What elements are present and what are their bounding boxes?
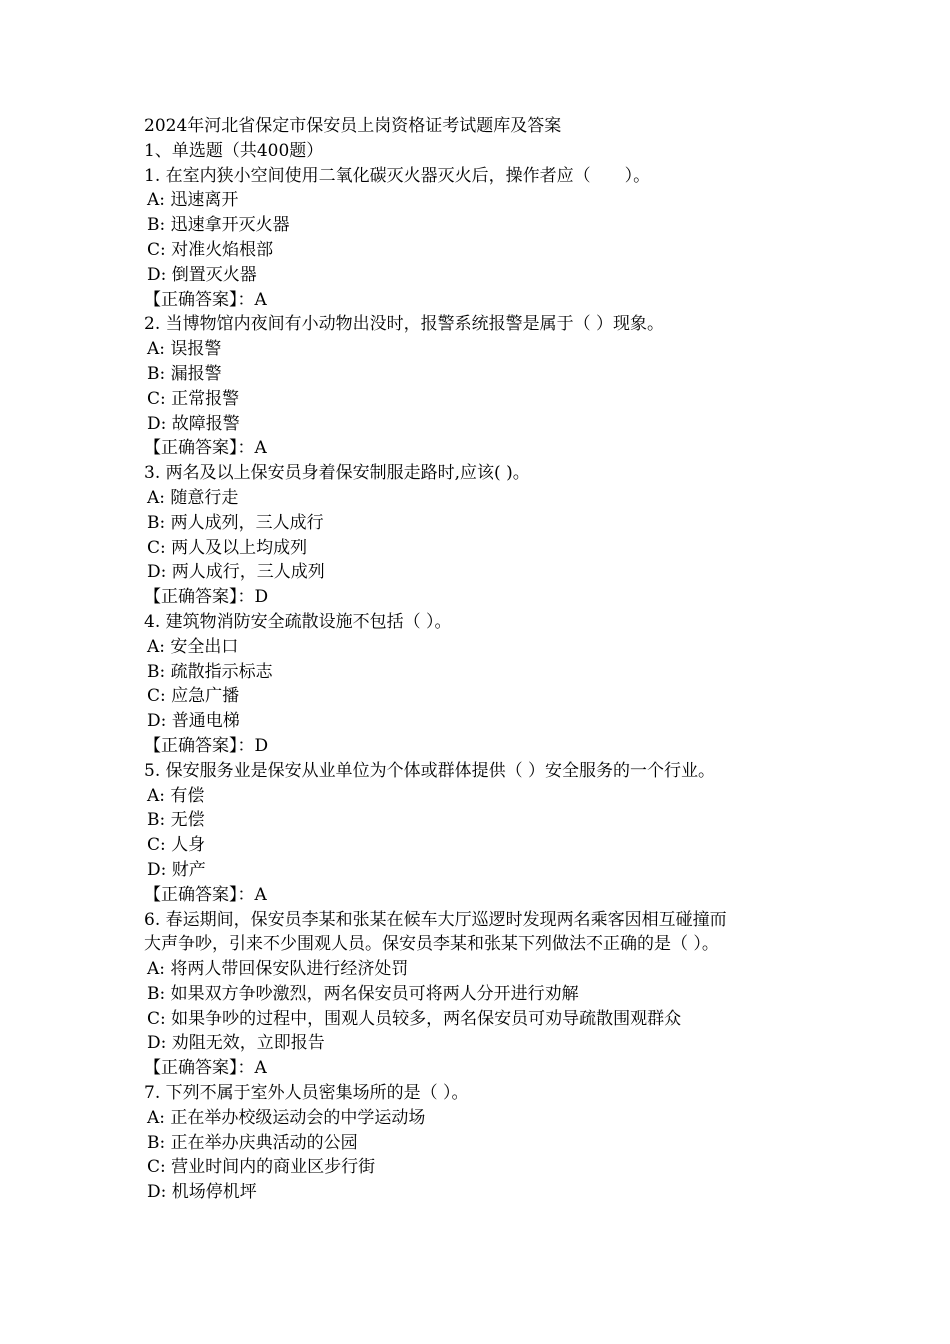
option-a: A: 迅速离开 [147,190,239,211]
option-b: B: 两人成列，三人成行 [147,512,324,533]
option-d: D: 劝阻无效，立即报告 [147,1033,325,1054]
correct-answer: 【正确答案】：D [144,587,269,608]
option-c: C: 对准火焰根部 [147,239,274,260]
option-d: D: 财产 [147,859,206,880]
option-c: C: 两人及以上均成列 [147,537,308,558]
option-a: A: 有偿 [147,785,205,806]
option-a: A: 误报警 [147,339,222,360]
option-b: B: 疏散指示标志 [147,661,273,682]
section-heading: 1、单选题（共400题） [144,140,324,161]
option-d: D: 机场停机坪 [147,1182,257,1203]
option-a: A: 正在举办校级运动会的中学运动场 [147,1107,426,1128]
option-c: C: 应急广播 [147,686,240,707]
question-text: 4. 建筑物消防安全疏散设施不包括（ ）。 [144,611,452,632]
question-block [144,461,824,610]
option-c: C: 营业时间内的商业区步行街 [147,1157,376,1178]
document-title: 2024年河北省保定市保安员上岗资格证考试题库及答案 [144,116,562,136]
option-d: D: 普通电梯 [147,711,240,732]
option-c: C: 人身 [147,835,206,856]
correct-answer: 【正确答案】：A [144,289,267,310]
option-a: A: 将两人带回保安队进行经济处罚 [147,959,409,980]
option-b: B: 正在举办庆典活动的公园 [147,1132,358,1153]
question-text: 7. 下列不属于室外人员密集场所的是（ ）。 [144,1083,469,1104]
question-block [144,908,824,1082]
question-text: 2. 当博物馆内夜间有小动物出没时，报警系统报警是属于（ ）现象。 [144,314,665,335]
question-block [144,164,824,313]
option-c: C: 如果争吵的过程中，围观人员较多，两名保安员可劝导疏散围观群众 [147,1008,682,1029]
correct-answer: 【正确答案】：A [144,438,267,459]
option-b: B: 迅速拿开灭火器 [147,215,290,236]
option-a: A: 安全出口 [147,636,239,657]
question-block [144,759,824,908]
question-block [144,1081,824,1205]
option-a: A: 随意行走 [147,487,239,508]
question-text: 5. 保安服务业是保安从业单位为个体或群体提供（ ）安全服务的一个行业。 [144,760,716,781]
document-content [144,114,824,1205]
question-block [144,610,824,759]
option-d: D: 故障报警 [147,413,240,434]
option-d: D: 倒置灭火器 [147,264,257,285]
correct-answer: 【正确答案】：A [144,1058,267,1079]
question-text: 1. 在室内狭小空间使用二氧化碳灭火器灭火后，操作者应（ ）。 [144,165,651,186]
question-text: 3. 两名及以上保安员身着保安制服走路时,应该( )。 [144,463,530,484]
correct-answer: 【正确答案】：D [144,735,269,756]
option-c: C: 正常报警 [147,388,240,409]
question-block [144,312,824,461]
correct-answer: 【正确答案】：A [144,884,267,905]
option-b: B: 漏报警 [147,363,222,384]
option-b: B: 无偿 [147,810,205,831]
option-b: B: 如果双方争吵激烈，两名保安员可将两人分开进行劝解 [147,983,579,1004]
question-text-line-2: 大声争吵，引来不少围观人员。保安员李某和张某下列做法不正确的是（ ）。 [144,934,719,955]
option-d: D: 两人成行，三人成列 [147,562,325,583]
question-text-line-1: 6. 春运期间，保安员李某和张某在候车大厅巡逻时发现两名乘客因相互碰撞而 [144,909,727,930]
